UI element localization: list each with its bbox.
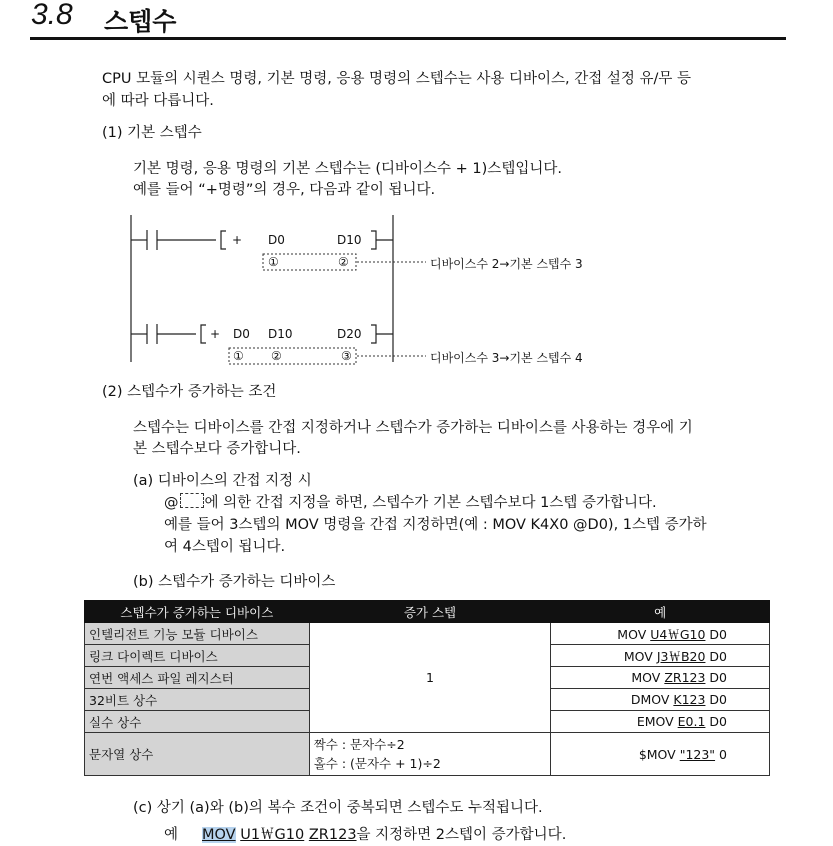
rung2-d2: D10	[268, 327, 293, 341]
example-op: $MOV	[638, 746, 680, 762]
sub2a-line-1-text: 에 의한 간접 지정을 하면, 스텝수가 기본 스텝수보다 1스텝 증가합니다.	[204, 495, 657, 511]
example-operand: "123"	[679, 746, 716, 762]
example-operand: ZR123	[664, 670, 706, 685]
at-sign: @	[164, 495, 179, 511]
rung1-d2: D10	[337, 233, 362, 247]
sub2c-line-1: (c) 상기 (a)와 (b)의 복수 조건이 중복되면 스텝수도 누적됩니다.	[133, 800, 543, 816]
example-operand: E0.1	[677, 714, 706, 729]
sub2-line-2: 본 스텝수보다 증가합니다.	[133, 441, 301, 457]
intro-line-1: CPU 모듈의 시퀀스 명령, 기본 명령, 응용 명령의 스텝수는 사용 디바이스, 간접 설정 유/무 등	[102, 71, 691, 87]
example-operand: K123	[673, 692, 706, 707]
example-operand: J3￦B20	[656, 648, 706, 664]
example-dest: D0	[705, 670, 727, 685]
rung1-d1: D0	[268, 233, 285, 247]
example-op: MOV	[623, 648, 657, 664]
example-dest: D0	[705, 692, 727, 707]
rung2-note: 디바이스수 3→기본 스텝수 4	[430, 351, 583, 365]
table-row	[85, 623, 770, 645]
col-header-device: 스텝수가 증가하는 디바이스	[85, 601, 310, 623]
device-cell: 문자열 상수	[85, 733, 310, 776]
rung2-n1: ①	[233, 349, 244, 363]
example-op: MOV	[631, 670, 665, 685]
example-dest: D0	[705, 714, 727, 729]
device-cell: 링크 다이렉트 디바이스	[85, 645, 310, 667]
example-operand: U4￦G10	[650, 626, 706, 642]
example-operand-1: U1￦G10	[240, 827, 305, 843]
example-cell	[551, 667, 770, 689]
sub2b-heading: (b) 스텝수가 증가하는 디바이스	[133, 574, 336, 590]
rung1-note: 디바이스수 2→기본 스텝수 3	[430, 257, 583, 271]
sub2-heading: (2) 스텝수가 증가하는 조건	[102, 384, 277, 400]
sub2a-line-2: 예를 들어 3스텝의 MOV 명령을 간접 지정하면(예 : MOV K4X0 @D0), 1스텝 증가하	[164, 517, 707, 533]
example-dest: D0	[705, 648, 727, 664]
example-cell	[551, 689, 770, 711]
example-cell	[551, 733, 770, 776]
example-dest: 0	[715, 746, 727, 762]
rung2-n3: ③	[341, 349, 352, 363]
section-title: 스텝수	[104, 7, 177, 36]
example-operand-2: ZR123	[308, 827, 357, 843]
example-cell	[551, 711, 770, 733]
sub2a-heading: (a) 디바이스의 간접 지정 시	[133, 473, 312, 489]
sub1-heading: (1) 기본 스텝수	[102, 125, 202, 141]
sub1-line-1: 기본 명령, 응용 명령의 기본 스텝수는 (디바이스수 + 1)스텝입니다.	[133, 161, 562, 177]
example-cell	[551, 645, 770, 667]
increase-cell: 1	[309, 623, 551, 733]
col-header-increase: 증가 스텝	[309, 601, 551, 623]
intro-line-2: 에 따라 다릅니다.	[102, 93, 214, 109]
rung2-d3: D20	[337, 327, 362, 341]
rung2-n2: ②	[271, 349, 282, 363]
sub2a-line-1	[164, 492, 657, 514]
rung2-op: +	[210, 327, 221, 341]
rung1-op: +	[232, 233, 243, 247]
even-rule: 짝수 : 문자수÷2	[313, 737, 405, 752]
device-cell: 연번 액세스 파일 레지스터	[85, 667, 310, 689]
sub1-line-2: 예를 들어 “+명령”의 경우, 다음과 같이 됩니다.	[133, 182, 436, 198]
sub2c-example	[164, 824, 566, 846]
example-op: MOV	[617, 626, 651, 642]
col-header-example: 예	[551, 601, 770, 623]
example-cell	[551, 623, 770, 645]
example-label: 예	[164, 827, 179, 843]
sub2a-line-3: 여 4스텝이 됩니다.	[164, 539, 286, 555]
device-cell: 실수 상수	[85, 711, 310, 733]
rung2-d1: D0	[233, 327, 250, 341]
table-header-row	[85, 601, 770, 623]
section-number: 3.8	[31, 0, 73, 31]
placeholder-box	[180, 493, 204, 508]
example-rest: 을 지정하면 2스텝이 증가합니다.	[356, 827, 567, 843]
example-op: EMOV	[636, 714, 678, 729]
example-mov: MOV	[202, 827, 236, 843]
device-cell: 인텔리전트 기능 모듈 디바이스	[85, 623, 310, 645]
odd-rule: 홀수 : (문자수 + 1)÷2	[313, 756, 441, 771]
table-row	[85, 733, 770, 776]
rung1-n1: ①	[268, 255, 279, 269]
device-cell: 32비트 상수	[85, 689, 310, 711]
example-dest: D0	[705, 626, 727, 642]
rung1-n2: ②	[338, 255, 349, 269]
example-op: DMOV	[630, 692, 674, 707]
increase-cell-string	[309, 733, 551, 776]
sub2-line-1: 스텝수는 디바이스를 간접 지정하거나 스텝수가 증가하는 디바이스를 사용하는 경우에 기	[133, 420, 693, 436]
device-step-table	[84, 600, 770, 776]
